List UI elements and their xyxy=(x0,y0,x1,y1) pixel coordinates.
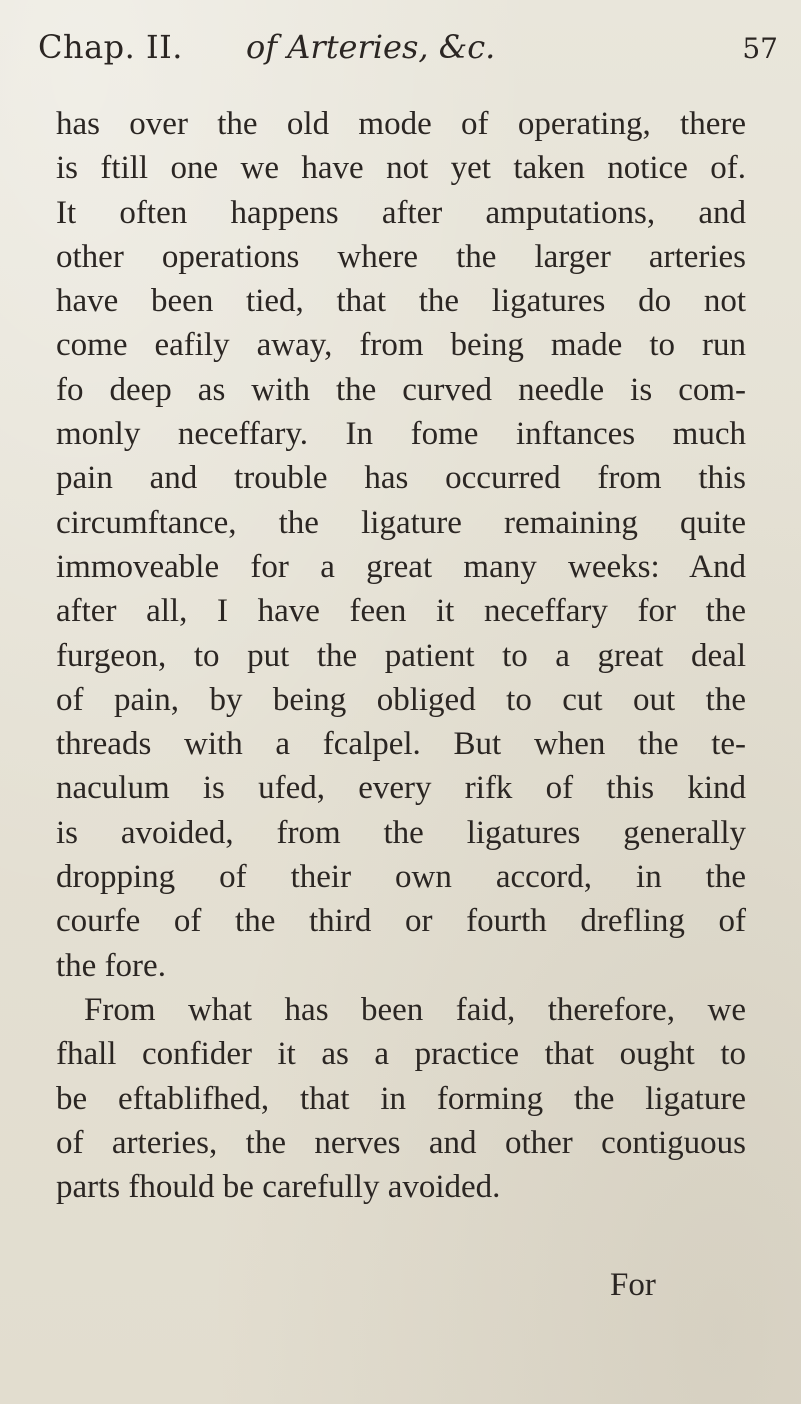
text-line: fo deep as with the curved needle is com- xyxy=(56,371,746,408)
text-line: parts fhould be carefully avoided. xyxy=(56,1169,501,1206)
paragraph xyxy=(56,102,746,988)
text-line: other operations where the larger arteries xyxy=(56,238,746,275)
text-line: It often happens after amputations, and xyxy=(56,194,746,231)
text-line: is avoided, from the ligatures generally xyxy=(56,814,746,851)
page-number: 57 xyxy=(742,32,778,65)
chapter-label: Chap. II. xyxy=(38,28,183,66)
text-line: fhall confider it as a practice that ought to xyxy=(56,1036,746,1073)
text-line: circumftance, the ligature remaining quite xyxy=(56,504,746,541)
text-line: has over the old mode of operating, there xyxy=(56,106,746,142)
text-line: courfe of the third or fourth drefling of xyxy=(56,903,746,940)
text-line: immoveable for a great many weeks: And xyxy=(56,548,746,585)
text-line: From what has been faid, therefore, we xyxy=(84,991,746,1028)
text-line: is ftill one we have not yet taken notice of. xyxy=(56,150,746,187)
running-title: of Arteries, &c. xyxy=(246,28,496,66)
text-line: of pain, by being obliged to cut out the xyxy=(56,681,746,718)
text-line: dropping of their own accord, in the xyxy=(56,859,746,896)
text-line: have been tied, that the ligatures do not xyxy=(56,283,746,320)
text-line: threads with a fcalpel. But when the te- xyxy=(56,726,746,763)
body-text xyxy=(56,102,746,1209)
text-line: pain and trouble has occurred from this xyxy=(56,460,746,497)
running-head xyxy=(38,28,778,84)
text-line: monly neceffary. In fome inftances much xyxy=(56,416,746,453)
paragraph xyxy=(56,988,746,1209)
text-line: naculum is ufed, every rifk of this kind xyxy=(56,770,746,807)
catchword: For xyxy=(610,1267,656,1303)
text-line: come eafily away, from being made to run xyxy=(56,327,746,364)
text-line: furgeon, to put the patient to a great deal xyxy=(56,637,746,674)
text-line: after all, I have feen it neceffary for the xyxy=(56,593,746,630)
text-line: be eftablifhed, that in forming the ligature xyxy=(56,1080,746,1117)
text-line: of arteries, the nerves and other contiguous xyxy=(56,1124,746,1161)
text-line: the fore. xyxy=(56,947,166,984)
